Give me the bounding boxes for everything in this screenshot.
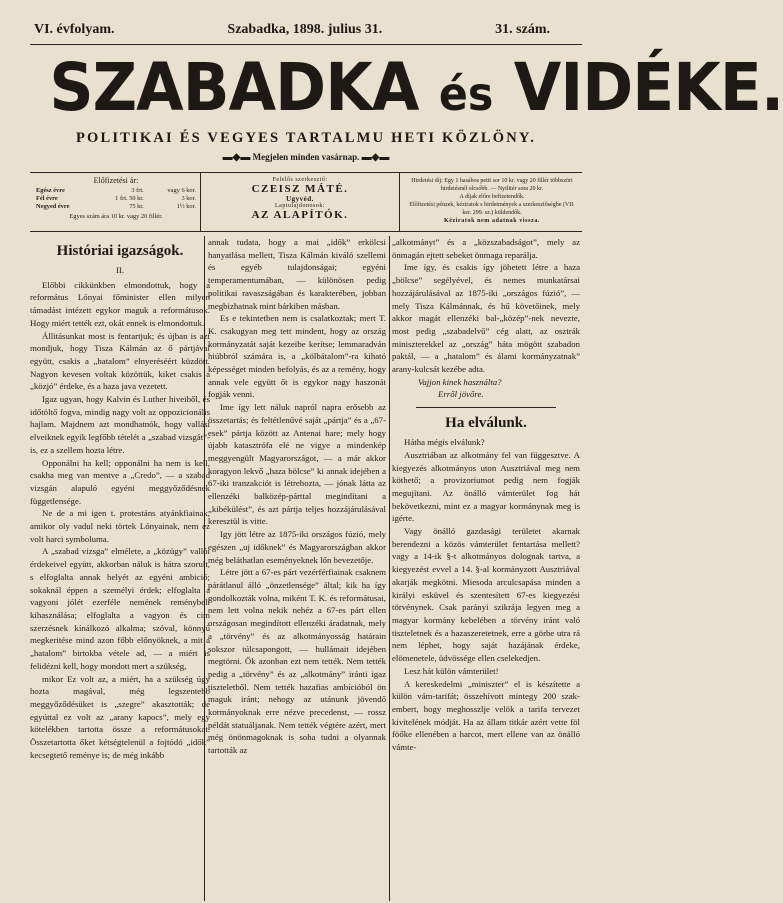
paragraph: annak tudata, hogy a mai „idők” erkölcsi hanyatlása mellett, Tisza Kálmán kiváló szellemi és egyéb tulajdonságai; egyéni temperamentumában, — különösen pedig politikai ravaszságában és karakterében, jobban megbizhatnak mint bárkiben másban. xyxy=(208,237,386,311)
paragraph: A „szabad vizsga” elmélete, a „közügy” vallói érdekeivel együtt, akkorban náluk is hátra szorult, s elfoglalta annak helyét az egyéni ambició; sokaknál éppen a személyi érdek; elfoglalta a vagyoni jólét ezerféle nemének reménybeli kihasználása; elfoglalta a vagyon és cim szerzésnek kínálkozó alkalma; szóval, könnyű megkeritése mind azon főbb előnyöknek, a mit a „hatalom” birtokba vétele ad, — a miért is felidézni kell, hogy mondott mert a szükség, xyxy=(30,546,210,671)
masthead-mid: és xyxy=(438,67,494,121)
paragraph: Opponálni ha kell; opponálni ha nem is kell, csakha meg van mentve a „Credo”, — a szabad vizsgán alapuló egyéni meggyőződésnek függetlensége. xyxy=(30,457,210,506)
paragraph: Ime így lett náluk napról napra erősebb az összetartás; és feltétlenűvé saját „pártja” és a „67-esek” pártja között az Antenai hare; mely hogy újabb katasztrófa elé ne vigye a mindenkép meggyengült Magyarországot, — a már akkor koragyon lekvő „haza bölcse” ki annak idejében a 67-iki tranzakciót is létrehozta, — jónak látta az ellenzéki balközép-párttal megindítani a „kibékülést”, és azt pártja teljes hozzájárulásával keresztül is vitte. xyxy=(208,402,386,527)
ad-line: Kéziratok nem adatnak vissza. xyxy=(443,218,541,224)
subscription-box xyxy=(30,173,200,231)
editorial-box xyxy=(200,173,400,231)
period: Egész évre xyxy=(36,187,65,194)
paragraph: Vajjon kinek használta? xyxy=(418,376,502,387)
publication-note-text: Megjelen minden vasárnap. xyxy=(252,152,360,162)
masthead-left: SZABADKA xyxy=(49,49,419,126)
paragraph: Erről jövőre. xyxy=(438,389,484,400)
single-issue-price: Egyes szám ára 10 kr. vagy 20 fillér. xyxy=(69,213,163,220)
owner-label: Laptulajdonosok: xyxy=(275,203,325,209)
ad-line: Előfizetési pénzek, kéziratok s hirdetmények a szerkesztőségbe (VII. ker. 299. sz.) küldendők. xyxy=(409,202,575,216)
subscription-title: Előfizetési ár: xyxy=(93,176,139,185)
paragraph: Hátha mégis elválunk? xyxy=(404,437,485,448)
article-title: Ha elválunk. xyxy=(445,415,527,432)
masthead-title xyxy=(49,49,783,132)
top-rule xyxy=(30,44,582,45)
price: 1 frt. 50 kr. xyxy=(115,195,144,202)
article-title: Históriai igazságok. xyxy=(56,243,184,259)
issue-number: 31. szám. xyxy=(495,22,550,37)
subscription-row xyxy=(36,203,196,211)
paragraph: mikor Ez volt az, a miért, ha a szükség úgy hozta magával, még legszentebb meggyőződésüket is „szegre” akasztották; de egyúttal ez volt az „arany kapocs”, mely egy kötelékben tartotta össze a reformátusokat. Összetartotta őket kétségtelenül a fojtódó „idők” kecsegtető reménye is; de még inkább xyxy=(30,673,210,760)
ad-line: Hirdetési díj: Egy 1 hasábos petit sor 10 kr. vagy 20 fillér többszöri hirdetésnél olcsóbb. — Nyilttér sora 20 kr. xyxy=(411,178,573,192)
masthead-right: VIDÉKE. xyxy=(513,49,783,126)
paragraph: Igy jött létre az 1875-iki országos fúzió, mely egészen „uj időknek” és Magyarországban akkor még beláthatlan eseményeknek lőn bevezetője. xyxy=(208,529,386,565)
owners: AZ ALAPÍTÓK. xyxy=(251,209,349,221)
section-number: II. xyxy=(115,265,125,275)
paragraph: A kereskedelmi „miniszter” el is készítette a külön vám-tarifát; összehívott mintegy 200 szak-embert, hogy meghosszlje velök a tarifa tervezet kivitelének módját. Ha az állam titkár azért vette föl föőke ellenében a harcot, mert ellene van az önálló vámte- xyxy=(392,678,580,753)
paragraph: Előbbi cikkünkben elmondottuk, hogy a református Lónyai főminister ellen milyen támadást intézett egykor maguk a reformátusok. Hogy miért tették ezt, okát ennek is elmondottuk. xyxy=(30,279,210,328)
paragraph: Létre jött a 67-es párt vezérférfiainak csaknem párátlanul álló „önzetlensége” által; kik ha így gondolkozták volna, miként T. K. és reformátusai, nem lett volna nekik nehéz a 67-es párt ellen országosan megindított ellenzéki áradatnak, mely a „törvény” és az alkotmányosság határain sokszor túlcsapongott, — hullámait idejében megtörni. Ők azonban ezt nem tették. Nem tették pedig a „törvény” és az „alkotmány” iránti igaz tiszteletből. Nem tették hazafias ambícióból ön maguk iránt; nehogy az utánunk jövendő kormányoknak erre nézve precedenst, — rossz példát statuáljanak. Nem tették végtére azért, mert még önönmagoknak is soha tudni a olyannak tartották az xyxy=(208,567,386,756)
column-rule xyxy=(389,236,390,901)
paragraph: Vagy önálló gazdasági területet akarnak berendezni a közös vámterület fentartása mellett? vagy a 14-ik §-t alkotmányos dolognak tartva, a kiegyezést evvel a 14. §-al kormányzott Ausztriával akarják megkötni. Miesoda arculcsapása minden a királyi esküvel és szentesített 67-es kiegyezési törvénynek. Csak parányi szikrája legyen meg a magyar kormány kebelében a törvény iránt való tiszteletnek és a hazaszeretetnek, erre a görbe utra rá nem léphet, hogy saját hazájának érdeke, elömenetele, üdvössége ellen cselekedjen. xyxy=(392,526,580,664)
article-continued xyxy=(208,236,386,896)
advertising-box xyxy=(400,173,582,231)
paragraph: Ime így, és csakis így jöhetett létre a haza „bölcse” segélyével, és nemes munkatársai hozzájárulásával az 1875-iki „országos fúzió”, — mely Tisza Kálmánnak, és hű követőinek, mely akkor magát ellenzéki bal-„közép”-nek nevezte, most pedig „szabadelvű” cég alatt, az osztrák miniszterekkel az „ország” háta mögött szabadon paktál, — a „hatalom” és álami kormányzatnak” arany-kulcsát kezébe adta. xyxy=(392,262,580,375)
place-date: Szabadka, 1898. julius 31. xyxy=(227,22,383,37)
editor-name: CZEISZ MÁTÉ. xyxy=(251,183,349,195)
subscription-row xyxy=(36,187,196,195)
article-historiai xyxy=(30,236,210,896)
editor-note: Ugyvéd. xyxy=(286,195,314,203)
period: Negyed évre xyxy=(36,203,70,210)
info-bar xyxy=(30,172,582,232)
publication-note xyxy=(30,152,582,163)
masthead-subtitle: POLITIKAI ÉS VEGYES TARTALMU HETI KÖZLÖNY. xyxy=(75,130,537,146)
volume-label: VI. évfolyam. xyxy=(34,22,115,37)
paragraph: Lesz hát külön vámterület! xyxy=(404,665,499,676)
ornament-left-icon: ▬◆▬ xyxy=(222,152,251,163)
article-ha-elvalunk xyxy=(392,236,580,896)
subscription-row xyxy=(36,195,196,203)
paragraph: Ausztriában az alkotmány fel van függesztve. A kiegyezés alkotmányos uton Ausztriával meg nem köthető; a provizoriumot pedig nem fogják megujítani. Az önálló vámterület fog hát bekövetkezni, mint ez a magyar kormánynak meg is igérte. xyxy=(392,449,580,524)
paragraph: „alkotmányt” és a „közszabadságot”, mely az önmagán ejtett sebeket önmaga reparálja. xyxy=(392,237,580,260)
section-divider xyxy=(416,407,556,408)
paragraph: Állitásunkat most is fentartjuk; és újban is azt mondjuk, hogy Tisza Kálmán az ő pártjával együtt, csakis a „hatalom” elnyeréséért küzdött. Nagyon kevesen voltak közöttük, kiket csakis a „közjó” érdeke, és a haza java vezetett. xyxy=(30,330,210,392)
paragraph: Igaz ugyan, hogy Kalvin és Luther hiveiből, és időtöltő fogva, mindig nagy volt az oppozicionális hajlam. Majdnem azt mondhatnók, hogy vallási elveiknek egyik legfőbb tételét a „szabad vizsgát”-is, ez a szellem hozta létre. xyxy=(30,394,210,455)
alt-price: vagy 6 kor. xyxy=(167,187,196,194)
alt-price: 1½ kor. xyxy=(176,203,196,210)
paragraph: Ne de a mi igen t. protestáns atyánkfiainak, amikor oly vadul neki törtek Lónyainak, nem ez volt harci symboluma. xyxy=(30,508,210,544)
period: Fél évre xyxy=(36,195,58,202)
ornament-right-icon: ▬◆▬ xyxy=(361,152,390,163)
price: 3 frt. xyxy=(131,187,144,194)
header-info-line xyxy=(34,22,550,38)
paragraph: Es e tekintetben nem is csalatkoztak; mert T. K. csakugyan meg tett mindent, hogy az ország kormányzatát saját kezeibe kerítse; lemmaradván hiúbbról számára is, a „kölbátalom”-ra kiható képességet minden befolyás, és az a remény, hogy annak vele együtt őt is egykor nagy haszonát fogják venni. xyxy=(208,313,386,400)
alt-price: 3 kor. xyxy=(181,195,196,202)
ad-line: A díjak előre befizetendők. xyxy=(459,194,525,200)
editor-label: Felelős szerkesztő: xyxy=(272,177,328,183)
price: 75 kr. xyxy=(129,203,144,210)
